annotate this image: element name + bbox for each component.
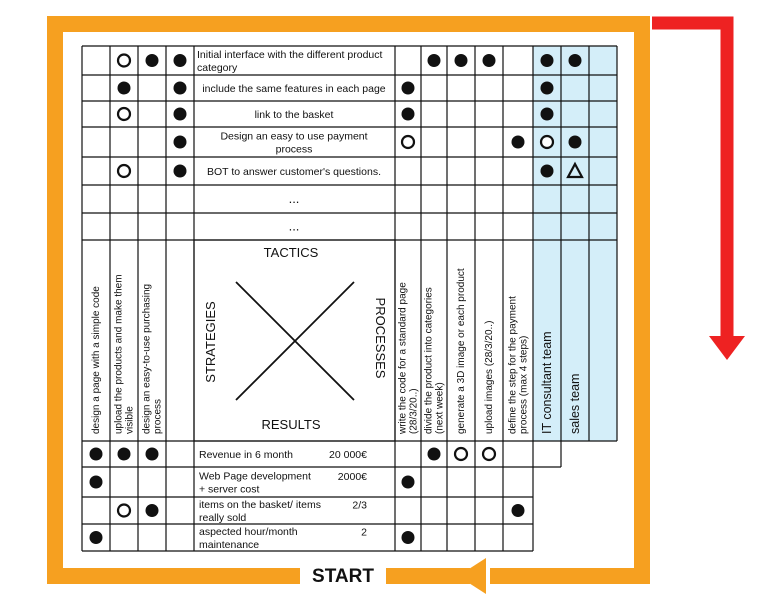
filled-circle-mark <box>455 54 468 67</box>
filled-circle-mark <box>146 54 159 67</box>
center-label-results: RESULTS <box>261 417 321 432</box>
result-value: 20 000€ <box>329 449 367 461</box>
empty-circle-mark <box>118 108 130 120</box>
strategy-label: process <box>152 398 164 434</box>
strategy-label: visible <box>124 406 136 434</box>
filled-circle-mark <box>174 165 187 178</box>
tactic-label: Design an easy to use payment <box>220 130 368 143</box>
start-label: START <box>312 566 374 587</box>
red-flow-arrow <box>652 23 727 338</box>
filled-circle-mark <box>174 108 187 121</box>
filled-circle-mark <box>402 82 415 95</box>
filled-circle-mark <box>402 531 415 544</box>
filled-circle-mark <box>146 448 159 461</box>
filled-circle-mark <box>541 108 554 121</box>
strategy-label: design a page with a simple code <box>91 286 102 434</box>
result-label: aspected hour/month <box>199 526 298 538</box>
center-label-processes: PROCESSES <box>373 297 388 379</box>
filled-circle-mark <box>402 476 415 489</box>
process-label: process (max 4 steps) <box>518 335 530 434</box>
filled-circle-mark <box>512 504 525 517</box>
strategy-label: upload the products and make them <box>113 274 125 434</box>
center-x-box <box>203 245 388 432</box>
filled-circle-mark <box>569 136 582 149</box>
filled-circle-mark <box>402 108 415 121</box>
filled-circle-mark <box>174 82 187 95</box>
filled-circle-mark <box>174 54 187 67</box>
process-label: define the step for the payment <box>507 296 519 434</box>
result-label: Web Page development <box>199 470 311 483</box>
result-value: 2 <box>361 526 367 539</box>
center-label-strategies: STRATEGIES <box>203 301 218 383</box>
result-label: really sold <box>199 512 247 524</box>
empty-circle-mark <box>118 505 130 517</box>
filled-circle-mark <box>512 136 525 149</box>
filled-circle-mark <box>118 448 131 461</box>
filled-circle-mark <box>90 476 103 489</box>
team-label: sales team <box>568 373 582 434</box>
empty-circle-mark <box>541 136 553 148</box>
tactic-label: link to the basket <box>254 109 334 121</box>
filled-circle-mark <box>174 136 187 149</box>
filled-circle-mark <box>90 531 103 544</box>
empty-circle-mark <box>483 448 495 460</box>
process-label: upload images (28/3/20..) <box>484 320 495 434</box>
strategy-label: design an easy-to-use purchasing <box>141 283 153 434</box>
result-value: 2/3 <box>352 499 367 512</box>
process-label: (next week) <box>434 382 446 434</box>
start-arrow-head <box>458 558 486 594</box>
tactic-label: Initial interface with the different product <box>197 49 383 61</box>
process-label: (28/3/20..) <box>408 388 420 434</box>
team-label: IT consultant team <box>540 331 554 434</box>
result-label: + server cost <box>199 483 260 496</box>
filled-circle-mark <box>541 82 554 95</box>
result-value: 2000€ <box>337 471 367 483</box>
filled-circle-mark <box>428 448 441 461</box>
filled-circle-mark <box>90 448 103 461</box>
empty-circle-mark <box>118 165 130 177</box>
tactic-label: ... <box>288 218 300 234</box>
process-label: write the code for a standard page <box>397 282 409 434</box>
filled-circle-mark <box>428 54 441 67</box>
result-label: maintenance <box>199 539 260 551</box>
tactic-label: category <box>197 62 238 74</box>
filled-circle-mark <box>541 54 554 67</box>
filled-circle-mark <box>118 82 131 95</box>
center-label-tactics: TACTICS <box>263 245 319 260</box>
result-label: Revenue in 6 month <box>199 449 293 461</box>
red-arrow-head <box>709 336 745 360</box>
filled-circle-mark <box>146 504 159 517</box>
process-label: divide the product into categories <box>423 287 435 434</box>
empty-circle-mark <box>455 448 467 460</box>
tactic-label: ... <box>288 191 300 206</box>
result-label: items on the basket/ items <box>199 499 321 511</box>
empty-circle-mark <box>402 136 414 148</box>
process-label: generate a 3D image or each product <box>456 268 467 434</box>
empty-circle-mark <box>118 55 130 67</box>
filled-circle-mark <box>541 165 554 178</box>
tactic-label: process <box>275 143 313 156</box>
filled-circle-mark <box>569 54 582 67</box>
tactic-label: BOT to answer customer's questions. <box>207 166 381 178</box>
tactic-label: include the same features in each page <box>202 83 386 95</box>
filled-circle-mark <box>483 54 496 67</box>
